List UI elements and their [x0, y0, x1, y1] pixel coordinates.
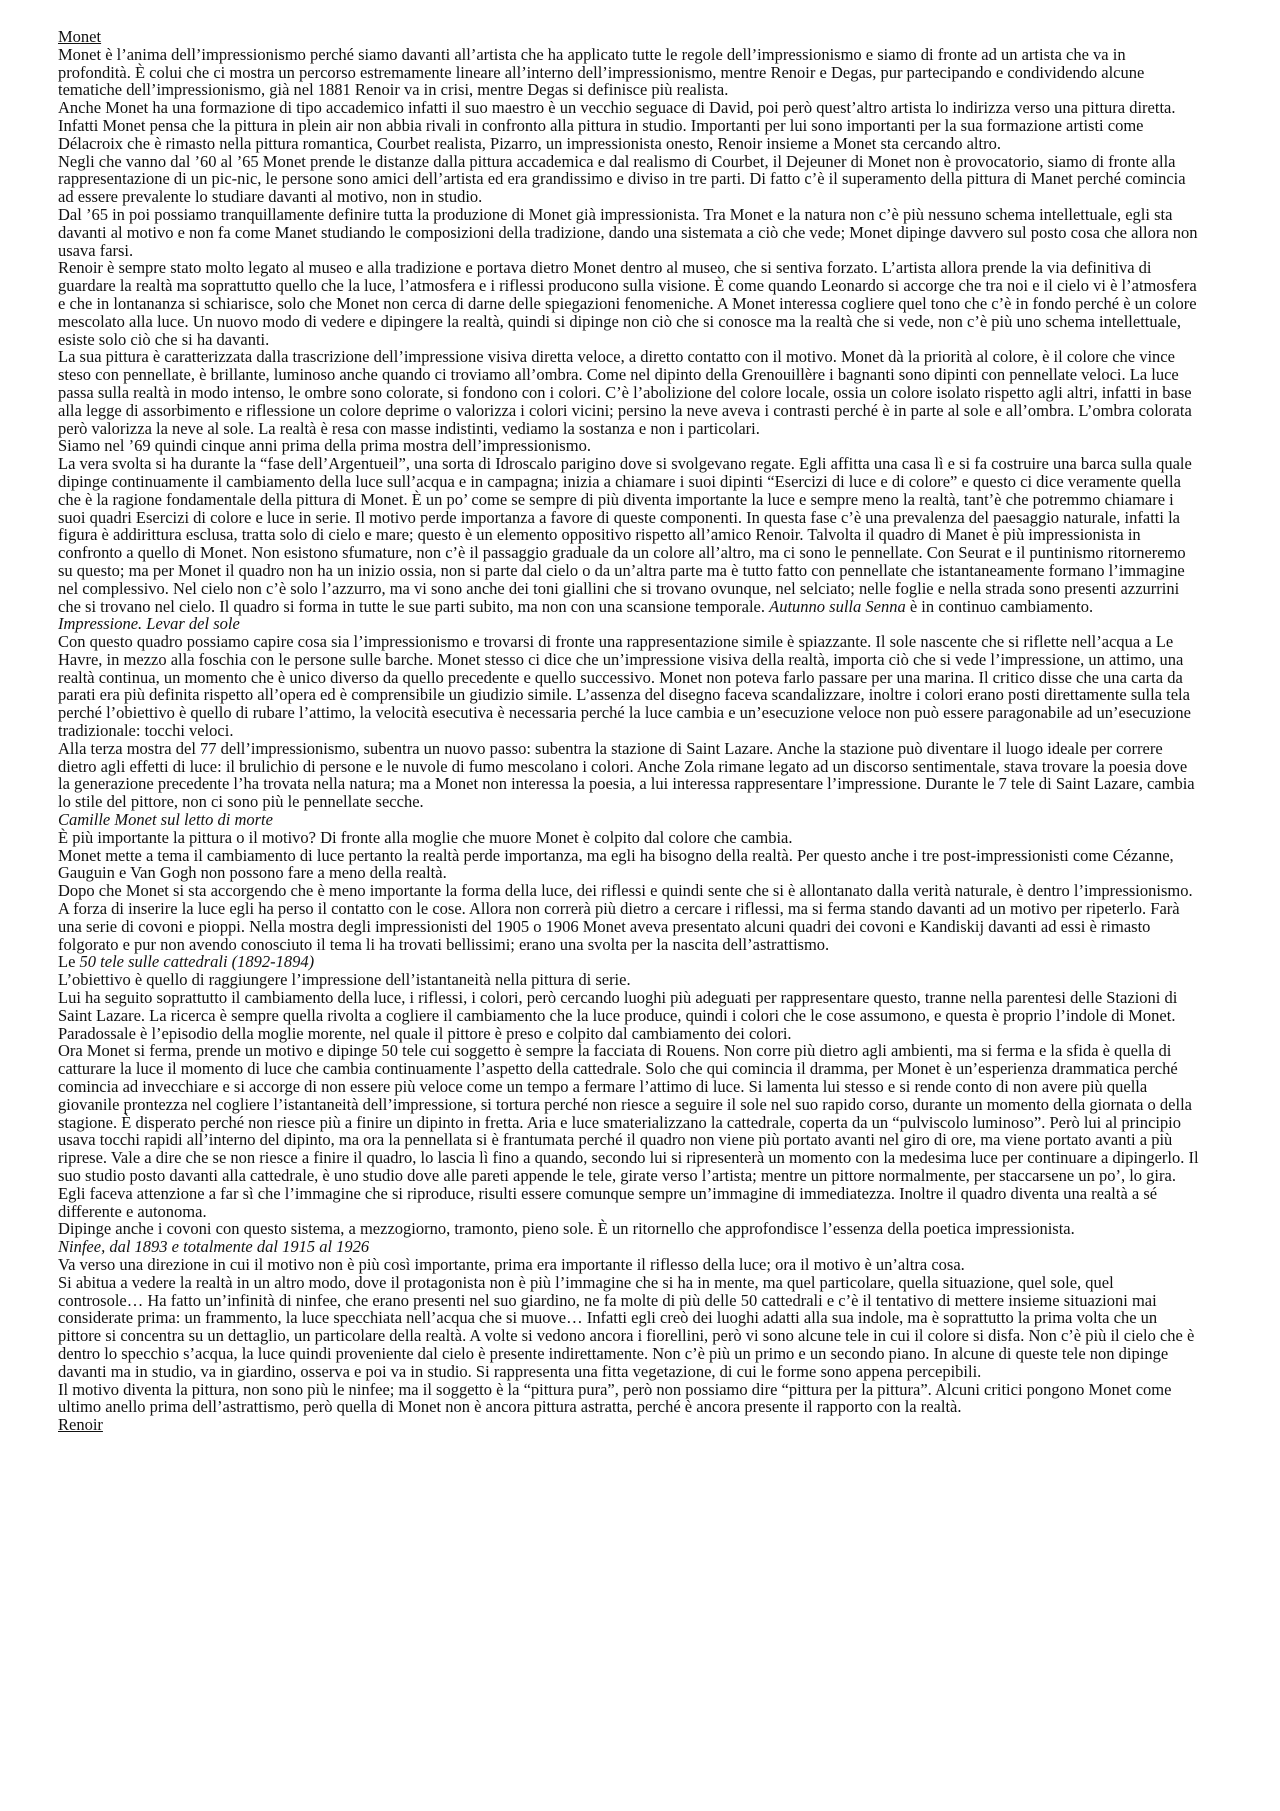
paragraph: Lui ha seguito soprattutto il cambiamento della luce, i riflessi, i colori, però cercando luoghi più adeguati per rappresentare questo, tranne nella parentesi delle Stazioni di Saint Lazare. La ricerca è sempre quella rivolta a cogliere il cambiamento che la luce produce, quindi i colori che le cose assumono, e questa è proprio l’indole di Monet. Paradossale è l’episodio della moglie morente, nel quale il pittore è preso e colpito dal cambiamento dei colori. — [58, 988, 1178, 1043]
paragraph: Renoir è sempre stato molto legato al museo e alla tradizione e portava dietro Monet dentro al museo, che si sentiva forzato. L’artista allora prende la via definitiva di guardare la realtà ma soprattutto quello che la luce, l’atmosfera e i riflessi producono sulla visione. È come quando Leonardo si accorge che tra noi e il cielo vi è l’atmosfera e che in lontananza si schiarisce, solo che Monet non cerca di darne delle spiegazioni fenomeniche. A Monet interessa cogliere quel tono che c’è in fondo perché è un colore mescolato alla luce. Un nuovo modo di vedere e dipingere la realtà, quindi si dipinge non ciò che si conosce ma la realtà che si vede, non c’è più uno schema intellettuale, esiste solo ciò che si ha davanti. — [58, 258, 1197, 349]
paragraph: Negli che vanno dal ’60 al ’65 Monet prende le distanze dalla pittura accademica e dal realismo di Courbet, il Dejeuner di Monet non è provocatorio, siamo di fronte alla rappresentazione di un pic-nic, le persone sono amici dell’artista ed era grandissimo e diviso in tre parti. Di fatto c’è il superamento della pittura di Manet perché comincia ad essere prevalente lo studiare davanti al motivo, non in studio. — [58, 151, 1186, 207]
paragraph: Il motivo diventa la pittura, non sono più le ninfee; ma il soggetto è la “pittura pura”, però non possiamo dire “pittura per la pittura”. Alcuni critici pongono Monet come ultimo anello prima dell’astrattismo, però quella di Monet non è ancora pittura astratta, perché è ancora presente il rapporto con la realtà. — [58, 1379, 1172, 1417]
paragraph: Dal ’65 in poi possiamo tranquillamente definire tutta la produzione di Monet già impressionista. Tra Monet e la natura non c’è più nessuno schema intellettuale, egli sta davanti al motivo e non fa come Manet studiando le composizioni della tradizione, dando una sistemata a ciò che vede; Monet dipinge davvero sul posto cosa che allora non usava farsi. — [58, 204, 1198, 260]
paragraph-text: è in continuo cambiamento. — [905, 596, 1094, 616]
subheading-cattedrali-title: 50 tele sulle cattedrali (1892-1894) — [79, 952, 315, 972]
paragraph: Va verso una direzione in cui il motivo non è più così importante, prima era importante il riflesso della luce; ora il motivo è un’altra cosa. — [58, 1254, 965, 1274]
paragraph-text: La vera svolta si ha durante la “fase dell’Argentueil”, una sorta di Idroscalo parigino dove si svolgevano regate. Egli affitta una casa lì e si fa costruire una barca sulla quale dipinge continuamente il cambiamento della luce sull’acqua e in campagna; inizia a chiamare i suoi dipinti “Esercizi di luce e di colore” e questo ci dice veramente quella che è la ragione fondamentale della pittura di Monet. È un po’ come se sempre di più diventa importante la luce e sempre meno la realtà, tant’è che potremmo chiamare i suoi quadri Esercizi di colore e luce in serie. Il motivo perde importanza a favore di queste componenti. In questa fase c’è una prevalenza del paesaggio naturale, infatti la figura è addirittura esclusa, tratta solo di cielo e mare; questo è un elemento oppositivo rispetto all’amico Renoir. Talvolta il quadro di Manet è più impressionista in confronto a quello di Monet. Non esistono sfumature, non c’è il passaggio graduale da un colore all’altro, ma ci sono le pennellate. Con Seurat e il puntinismo ritorneremo su questo; ma per Monet il quadro non ha un inizio ossia, non si parte dal cielo o da un’altra parte ma è tutto fatto con pennellate che istantaneamente formano l’immagine nel complessivo. Nel cielo non c’è solo l’azzurro, ma vi sono anche dei toni giallini che si trovano ovunque, nel selciato; nelle foglie e nella strada sono presenti azzurrini che si trovano nel cielo. Il quadro si forma in tutte le sue parti subito, ma non con una scansione temporale. — [58, 454, 1192, 616]
paragraph: L’obiettivo è quello di raggiungere l’impressione dell’istantaneità nella pittura di serie. — [58, 970, 631, 990]
paragraph: Si abitua a vedere la realtà in un altro modo, dove il protagonista non è più l’immagine che si ha in mente, ma quel particolare, quella situazione, quel sole, quel controsole… Ha fatto un’infinità di ninfee, che erano presenti nel suo giardino, ne fa molte di più delle 50 cattedrali e c’è il tentativo di mettere insieme situazioni mai considerate prima: un frammento, la luce specchiata nell’acqua che si muove… Infatti egli creò dei luoghi adatti alla sua indole, ma è soprattutto la prima volta che un pittore si concentra su un dettaglio, un particolare della realtà. A volte si vedono ancora i fiorellini, però vi sono alcune tele in cui il colore si disfa. Non c’è più il cielo che è dentro lo specchio s’acqua, la luce quindi proveniente dal cielo è presente indirettamente. Non c’è più un primo e un secondo piano. In alcune di queste tele non dipinge davanti ma in studio, va in giardino, osserva e poi va in studio. Si rappresenta una fitta vegetazione, di cui le forme sono appena percepibili. — [58, 1272, 1195, 1381]
subheading-camille: Camille Monet sul letto di morte — [58, 810, 273, 830]
paragraph: È più importante la pittura o il motivo? Di fronte alla moglie che muore Monet è colpito dal colore che cambia. — [58, 827, 793, 847]
subheading-cattedrali — [58, 953, 1202, 971]
paragraph: Monet è l’anima dell’impressionismo perché siamo davanti all’artista che ha applicato tutte le regole dell’impressionismo e siamo di fronte ad un artista che va in profondità. È colui che ci mostra un percorso estremamente lineare all’interno dell’impressionismo, mentre Renoir e Degas, pur partecipando e condividendo alcune tematiche dell’impressionismo, già nel 1881 Renoir va in crisi, mentre Degas si definisce più realista. — [58, 44, 1145, 100]
paragraph: La sua pittura è caratterizzata dalla trascrizione dell’impressione visiva diretta veloce, a diretto contatto con il motivo. Monet dà la priorità al colore, è il colore che vince steso con pennellate, è brillante, luminoso anche quando ci troviamo all’ombra. Come nel dipinto della Grenouillère i bagnanti sono dipinti con pennellate veloci. La luce passa sulla realtà in modo intenso, le ombre sono colorate, si fondono con i colori. C’è l’abolizione del colore locale, ossia un colore isolato rispetto agli altri, infatti in base alla legge di assorbimento e riflessione un colore deprime o valorizza i colori vicini; persino la neve aveva i contrasti perché è in parte al sole e all’ombra. L’ombra colorata però valorizza la neve al sole. La realtà è resa con masse indistinti, vediamo la sostanza e non i particolari. — [58, 347, 1192, 438]
paragraph: Dopo che Monet si sta accorgendo che è meno importante la forma della luce, dei riflessi e quindi sente che si è allontanato dalla verità naturale, è dentro l’impressionismo. A forza di inserire la luce egli ha perso il contatto con le cose. Allora non correrà più dietro a cercare i riflessi, ma si ferma stando davanti ad un motivo per ripeterlo. Farà una serie di covoni e pioppi. Nella mostra degli impressionisti del 1905 o 1906 Monet aveva presentato alcuni quadri dei covoni e Kandiskij davanti ad essi è rimasto folgorato e pur non avendo conosciuto il tema li ha trovati bellissimi; erano una svolta per la nascita dell’astrattismo. — [58, 881, 1193, 954]
artwork-title: Autunno sulla Senna — [769, 596, 906, 616]
paragraph: Ora Monet si ferma, prende un motivo e dipinge 50 tele cui soggetto è sempre la facciata di Rouens. Non corre più dietro agli ambienti, ma si ferma e la sfida è quella di catturare la luce il momento di luce che cambia continuamente l’aspetto della cattedrale. Solo che qui comincia il dramma, per Monet è un’esperienza drammatica perché comincia ad invecchiare e si accorge di non essere più veloce come un tempo a fermare l’attimo di luce. Si lamenta lui stesso e si rende conto di non avere più quella giovanile prontezza nel cogliere l’istantaneità dell’impressione, si tortura perché non riesce a seguire il sole nel suo rapido corso, durante un momento della giornata o della stagione. È disperato perché non riesce più a finire un dipinto in fretta. Aria e luce smaterializzano la cattedrale, coperta da un “pulviscolo luminoso”. Però lui al principio usava tocchi rapidi all’interno del dipinto, ma ora la pennellata si è frantumata perché il quadro non viene più portato avanti nel giro di ore, ma viene portato avanti a più riprese. Vale a dire che se non riesce a finire il quadro, lo lascia lì fino a quando, secondo lui si ripresenterà un momento con la medesima luce per continuare a dipingerlo. Il suo studio posto davanti alla cattedrale, è uno studio dove alle pareti appende le tele, girate verso l’artista; mentre un pittore normalmente, per staccarsene un po’, lo gira. Egli faceva attenzione a far sì che l’immagine che si riproduce, risulti essere comunque sempre un’immagine di immediatezza. Inoltre il quadro diventa una realtà a sé differente e autonoma. — [58, 1041, 1199, 1221]
paragraph: Anche Monet ha una formazione di tipo accademico infatti il suo maestro è un vecchio seguace di David, poi però quest’altro artista lo indirizza verso una pittura diretta. Infatti Monet pensa che la pittura in plein air non abbia rivali in confronto alla pittura in studio. Importanti per lui sono importanti per la sua formazione artisti come Délacroix che è rimasto nella pittura romantica, Courbet realista, Pizarro, un impressionista onesto, Renoir insieme a Monet sta cercando altro. — [58, 98, 1176, 153]
paragraph: Monet mette a tema il cambiamento di luce pertanto la realtà perde importanza, ma egli ha bisogno della realtà. Per questo anche i tre post-impressionisti come Cézanne, Gauguin e Van Gogh non possono fare a meno della realtà. — [58, 845, 1174, 883]
subheading-impressione: Impressione. Levar del sole — [58, 614, 240, 634]
section-title-monet: Monet — [58, 27, 102, 46]
paragraph: Con questo quadro possiamo capire cosa sia l’impressionismo e trovarsi di fronte una rappresentazione simile è spiazzante. Il sole nascente che si riflette nell’acqua a Le Havre, in mezzo alla foschia con le persone sulle barche. Monet stesso ci dice che un’impressione visiva della realtà, importa ciò che si vede l’impressione, un attimo, una realtà continua, un momento che è unico diverso da quello precedente e quello successivo. Monet non poteva farlo passare per una marina. Il critico disse che una carta da parati era più definita rispetto all’opera ed è comprensibile un giudizio simile. L’assenza del disegno faceva scandalizzare, inoltre i colori erano posti direttamente sulla tela perché l’obiettivo è quello di rubare l’attimo, la velocità esecutiva è necessaria perché la luce cambia e un’esecuzione veloce non può essere paragonabile ad un’esecuzione tradizionale: tocchi veloci. — [58, 632, 1191, 741]
subheading-ninfee: Ninfee, dal 1893 e totalmente dal 1915 al 1926 — [58, 1237, 370, 1257]
paragraph — [58, 455, 1202, 615]
section-title-renoir: Renoir — [58, 1415, 103, 1435]
paragraph: Alla terza mostra del 77 dell’impressionismo, subentra un nuovo passo: subentra la stazione di Saint Lazare. Anche la stazione può diventare il luogo ideale per correre dietro agli effetti di luce: il brulichio di persone e le nuvole di fumo mescolano i colori. Anche Zola rimane legato ad un discorso sentimentale, stava trovare la poesia dove la generazione precedente l’ha trovata nella natura; ma a Monet non interessa la poesia, a lui interessa rappresentare l’impressione. Durante le 7 tele di Saint Lazare, cambia lo stile del pittore, non ci sono più le pennellate secche. — [58, 738, 1195, 812]
subheading-prefix: Le — [58, 952, 80, 972]
paragraph: Siamo nel ’69 quindi cinque anni prima della prima mostra dell’impressionismo. — [58, 436, 591, 456]
paragraph: Dipinge anche i covoni con questo sistema, a mezzogiorno, tramonto, pieno sole. È un ritornello che approfondisce l’essenza della poetica impressionista. — [58, 1219, 1075, 1239]
